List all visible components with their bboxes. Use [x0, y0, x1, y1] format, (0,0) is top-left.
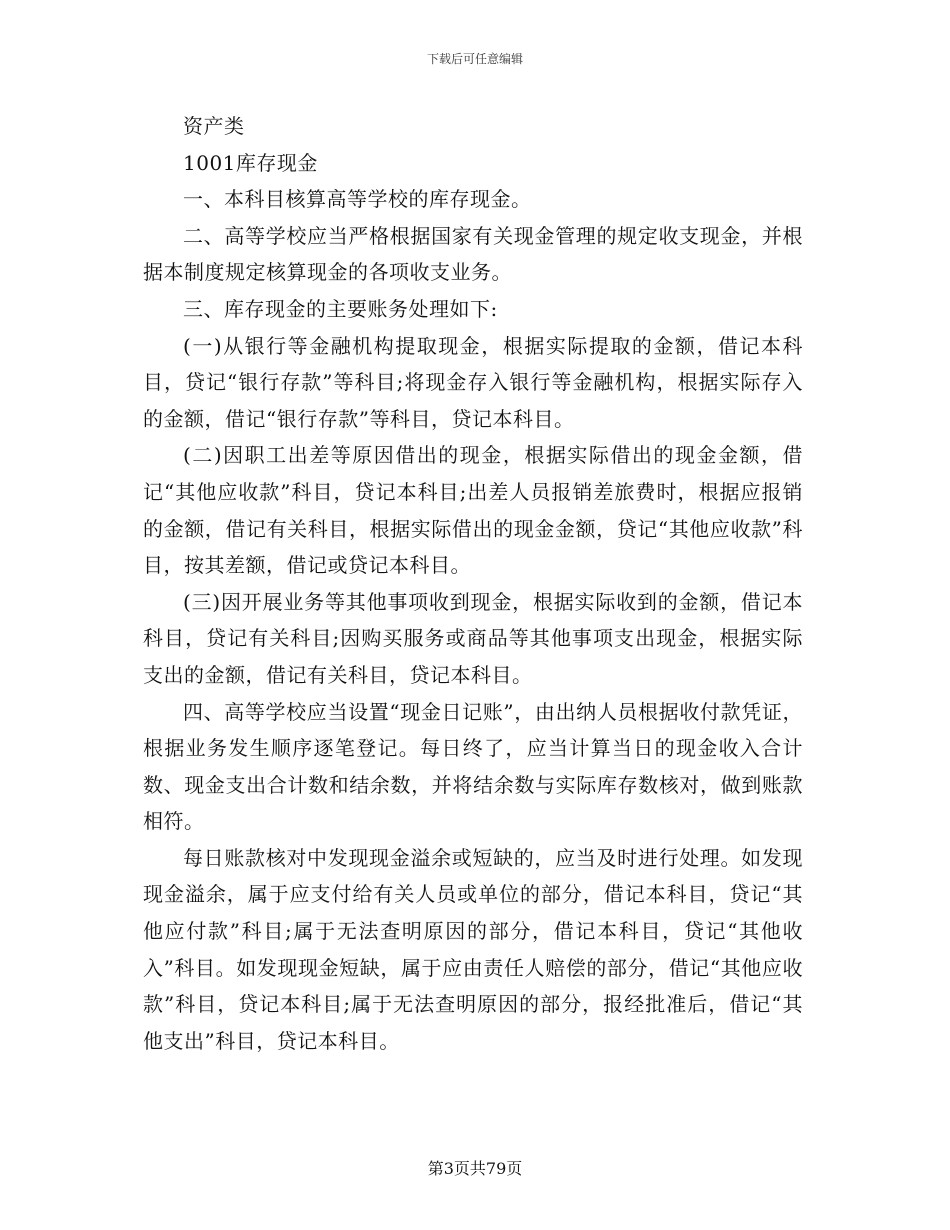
page-footer: 第3页共79页 [427, 1159, 523, 1178]
page-header: 下载后可任意编辑 [426, 52, 523, 66]
paragraph: (二)因职工出差等原因借出的现金，根据实际借出的现金金额，借记“其他应收款”科目，贷记本科目;出差人员报销差旅费时，根据应报销的金额，借记有关科目，根据实际借出的现金金额，贷记“其他应收款”科目，按其差额，借记或贷记本科目。 [143, 443, 803, 578]
account-title: 1001库存现金 [183, 150, 318, 175]
paragraph: 二、高等学校应当严格根据国家有关现金管理的规定收支现金，并根据本制度规定核算现金的各项收支业务。 [143, 223, 803, 285]
paragraph: (三)因开展业务等其他事项收到现金，根据实际收到的金额，借记本科目，贷记有关科目;因购买服务或商品等其他事项支出现金，根据实际支出的金额，借记有关科目，贷记本科目。 [143, 589, 803, 687]
paragraph: 三、库存现金的主要账务处理如下: [183, 296, 498, 321]
paragraph: 一、本科目核算高等学校的库存现金。 [183, 187, 532, 212]
paragraph: 每日账款核对中发现现金溢余或短缺的，应当及时进行处理。如发现现金溢余，属于应支付给有关人员或单位的部分，借记本科目，贷记“其他应付款”科目;属于无法查明原因的部分，借记本科目，贷记“其他收入”科目。如发现现金短缺，属于应由责任人赔偿的部分，借记“其他应收款”科目，贷记本科目;属于无法查明原因的部分，报经批准后，借记“其他支出”科目，贷记本科目。 [143, 845, 803, 1053]
section-heading: 资产类 [183, 114, 245, 138]
paragraph: 四、高等学校应当设置“现金日记账”，由出纳人员根据收付款凭证，根据业务发生顺序逐笔登记。每日终了，应当计算当日的现金收入合计数、现金支出合计数和结余数，并将结余数与实际库存数核对，做到账款相符。 [143, 699, 803, 834]
document-body [143, 108, 803, 1059]
paragraph: (一)从银行等金融机构提取现金，根据实际提取的金额，借记本科目，贷记“银行存款”等科目;将现金存入银行等金融机构，根据实际存入的金额，借记“银行存款”等科目，贷记本科目。 [143, 333, 803, 431]
